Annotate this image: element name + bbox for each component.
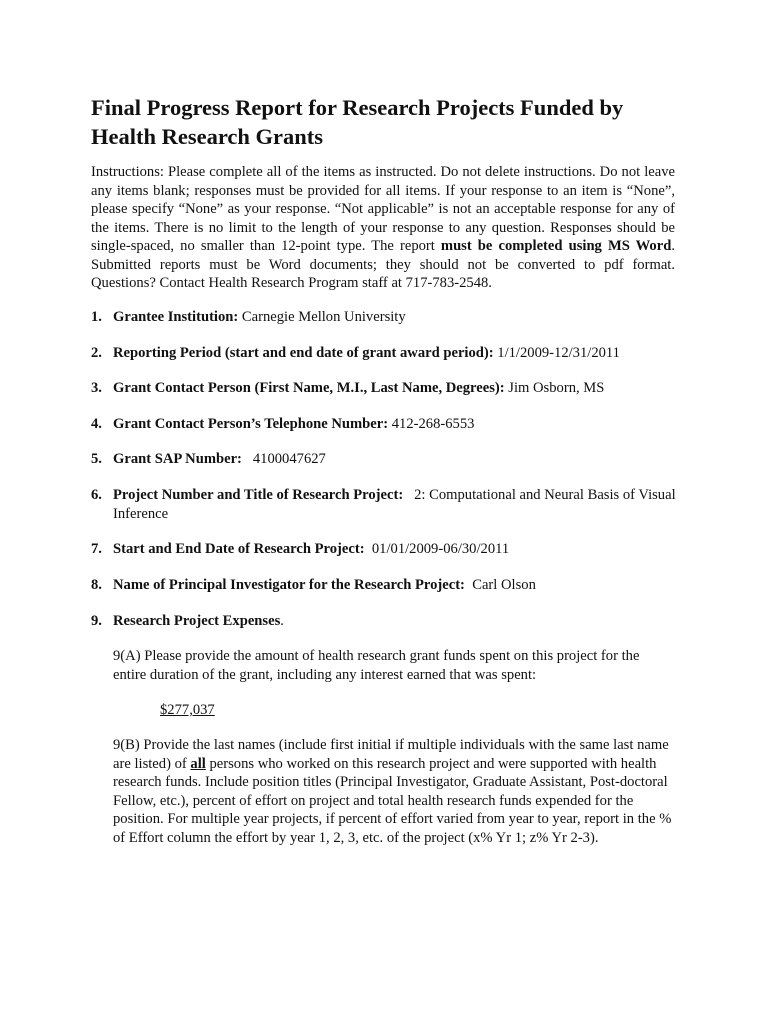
section-9b-paragraph: [113, 736, 673, 847]
item-number: 3.: [91, 380, 102, 396]
page-title: Final Progress Report for Research Projects Funded by Health Research Grants: [91, 95, 624, 149]
item-number: 5.: [91, 451, 102, 467]
item-number: 6.: [91, 487, 102, 503]
item-reporting-period: [91, 344, 681, 363]
item-grant-sap-number: [91, 450, 681, 469]
item-number: 7.: [91, 541, 102, 557]
item-project-dates: [91, 540, 681, 559]
item-value: 2: Computational and Neural Basis of Visual Inference: [113, 487, 680, 522]
instructions-paragraph: [91, 163, 675, 293]
item-number: 4.: [91, 416, 102, 432]
item-value: 412-268-6553: [388, 416, 475, 432]
item-label: Research Project Expenses: [113, 613, 281, 629]
item-value: Carnegie Mellon University: [238, 309, 406, 325]
item-principal-investigator: [91, 576, 681, 595]
item-number: 9.: [91, 613, 102, 629]
item-label: Project Number and Title of Research Project:: [113, 487, 404, 503]
item-value: Carl Olson: [464, 577, 536, 593]
item-number: 1.: [91, 309, 102, 325]
item-grantee-institution: [91, 308, 681, 327]
section-9b-text: 9(B) Provide the last names (include first initial if multiple individuals with the same last name are listed) of: [113, 737, 669, 772]
item-label: Grant Contact Person’s Telephone Number:: [113, 416, 389, 432]
item-project-expenses: [91, 612, 681, 631]
item-label: Grant Contact Person (First Name, M.I., Last Name, Degrees):: [113, 380, 505, 396]
section-9a-text: 9(A) Please provide the amount of health research grant funds spent on this project for the entire duration of the grant, including any interest earned that was spent:: [113, 648, 640, 683]
item-label: Grant SAP Number:: [113, 451, 242, 467]
item-number: 8.: [91, 577, 102, 593]
item-number: 2.: [91, 345, 102, 361]
item-value: 01/01/2009-06/30/2011: [364, 541, 510, 557]
item-value: Jim Osborn, MS: [504, 380, 605, 396]
item-label: Name of Principal Investigator for the Research Project:: [113, 577, 465, 593]
expense-amount: $277,037: [160, 702, 215, 718]
section-9b-text-end: persons who worked on this research project and were supported with health research funds. Include position titles (Principal Investigator, Graduate Assistant, Post-doctoral Fellow, etc.), percent of effort on project and total health research funds expended for the position. For multiple year projects, if percent of effort varied from year to year, report in the % of Effort column the effort by year 1, 2, 3, etc. of the project (x% Yr 1; z% Yr 2-3).: [113, 755, 672, 846]
instructions-text-end: . Submitted reports must be Word documents; they should not be converted to pdf format. Questions? Contact Health Research Program staff at 717-783-2548.: [91, 238, 675, 291]
item-contact-person: [91, 379, 681, 398]
item-label: Start and End Date of Research Project:: [113, 541, 365, 557]
item-value: 4100047627: [241, 451, 326, 467]
item-contact-phone: [91, 415, 681, 434]
item-label: Grantee Institution:: [113, 309, 239, 325]
item-project-title: [91, 486, 681, 523]
item-value: 1/1/2009-12/31/2011: [493, 345, 620, 361]
instructions-bold-text: must be completed using MS Word: [440, 238, 672, 254]
instructions-text: Instructions: Please complete all of the items as instructed. Do not delete instructions. Do not leave any items blank; responses must be provided for all items. If your response to an item is “None”, please specify “None” as your response. “Not applicable” is not an acceptable response for any of the items. There is no limit to the length of your response to any question. Responses should be single-spaced, no smaller than 12-point type. The report: [91, 164, 675, 254]
item-label: Reporting Period (start and end date of grant award period):: [113, 345, 494, 361]
section-9b-emphasis: all: [190, 755, 206, 772]
item-value: .: [280, 613, 284, 629]
